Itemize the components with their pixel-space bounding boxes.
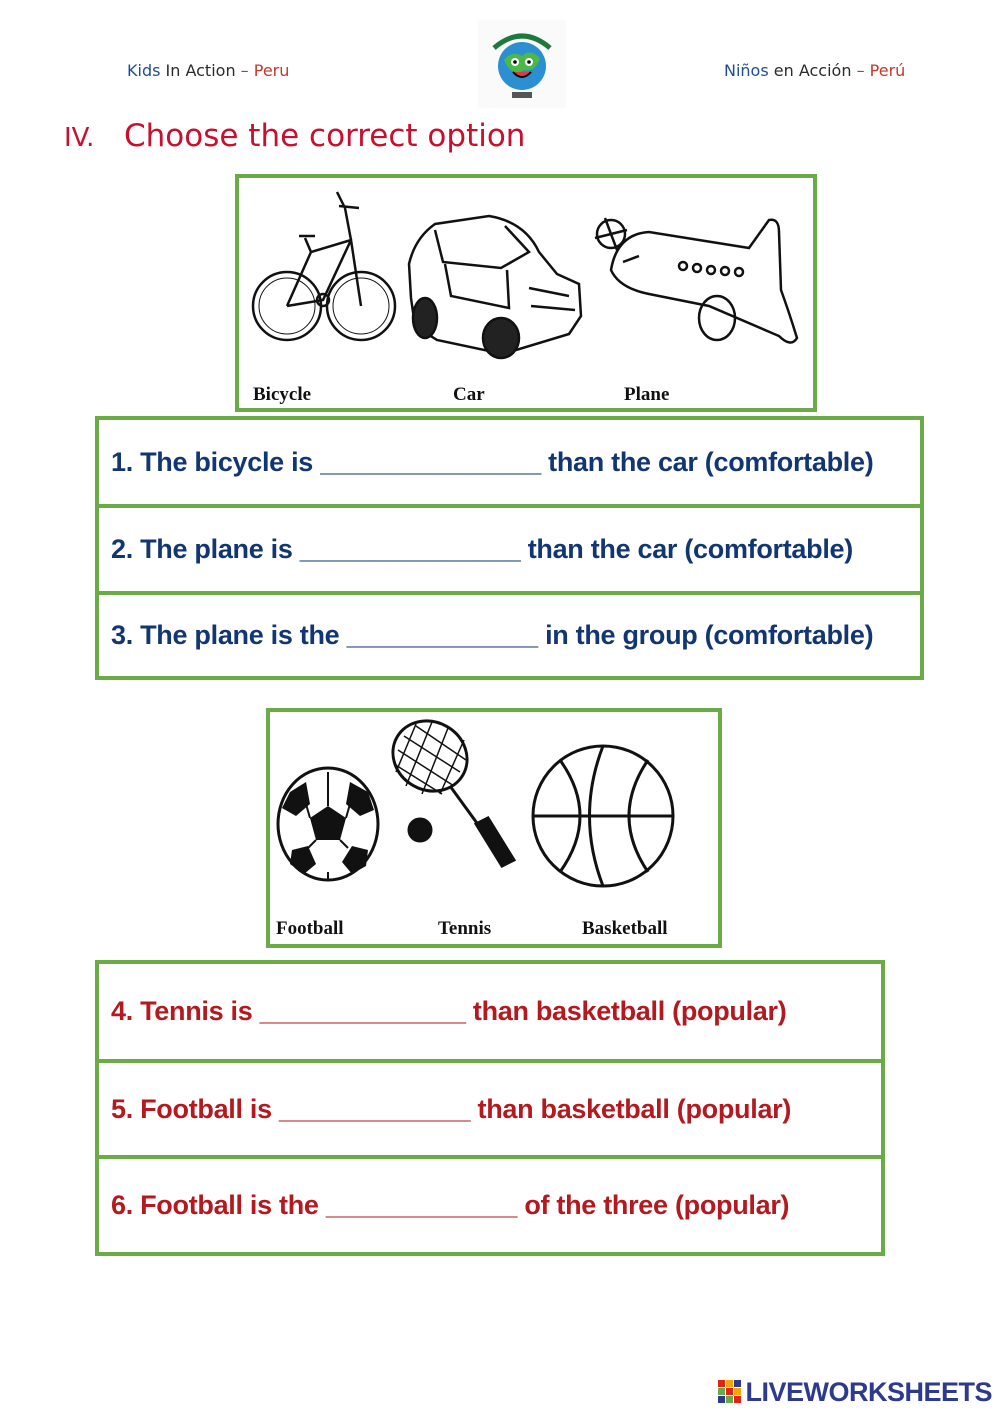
sports-questions-box [95, 960, 885, 1256]
liveworksheets-text: LIVEWORKSHEETS [745, 1376, 992, 1407]
question-1[interactable]: 1. The bicycle is _______________ than the car (comfortable) [111, 446, 874, 477]
caption-bicycle: Bicycle [253, 384, 312, 405]
liveworksheets-logo-icon [718, 1380, 742, 1404]
football-icon [278, 768, 378, 880]
question-2[interactable]: 2. The plane is _______________ than the car (comfortable) [111, 534, 853, 564]
transport-questions-box [95, 416, 924, 680]
section-title-text: Choose the correct option [124, 118, 526, 154]
section-title [64, 118, 525, 154]
sports-image-box [266, 708, 722, 948]
question-5[interactable]: 5. Football is _____________ than basketball (popular) [111, 1093, 792, 1124]
header-right: Niños en Acción – Perú [724, 61, 906, 80]
basketball-icon [533, 746, 673, 886]
plane-icon [595, 218, 797, 343]
caption-tennis: Tennis [438, 918, 492, 939]
caption-car: Car [453, 384, 485, 405]
question-4[interactable]: 4. Tennis is ______________ than basketball (popular) [111, 996, 787, 1026]
section-number: IV. [64, 123, 95, 153]
question-6[interactable]: 6. Football is the _____________ of the three (popular) [111, 1190, 790, 1220]
car-icon [409, 216, 581, 358]
caption-plane: Plane [624, 384, 670, 405]
question-3[interactable]: 3. The plane is the _____________ in the group (comfortable) [111, 620, 874, 650]
header-left: Kids In Action – Peru [127, 61, 290, 80]
liveworksheets-brand [718, 1377, 992, 1407]
transport-image-box [235, 174, 817, 412]
caption-basketball: Basketball [582, 918, 668, 939]
tennis-racket-icon [380, 712, 514, 866]
kids-in-action-logo-icon [478, 20, 566, 108]
bicycle-icon [253, 192, 395, 340]
caption-football: Football [276, 918, 344, 939]
